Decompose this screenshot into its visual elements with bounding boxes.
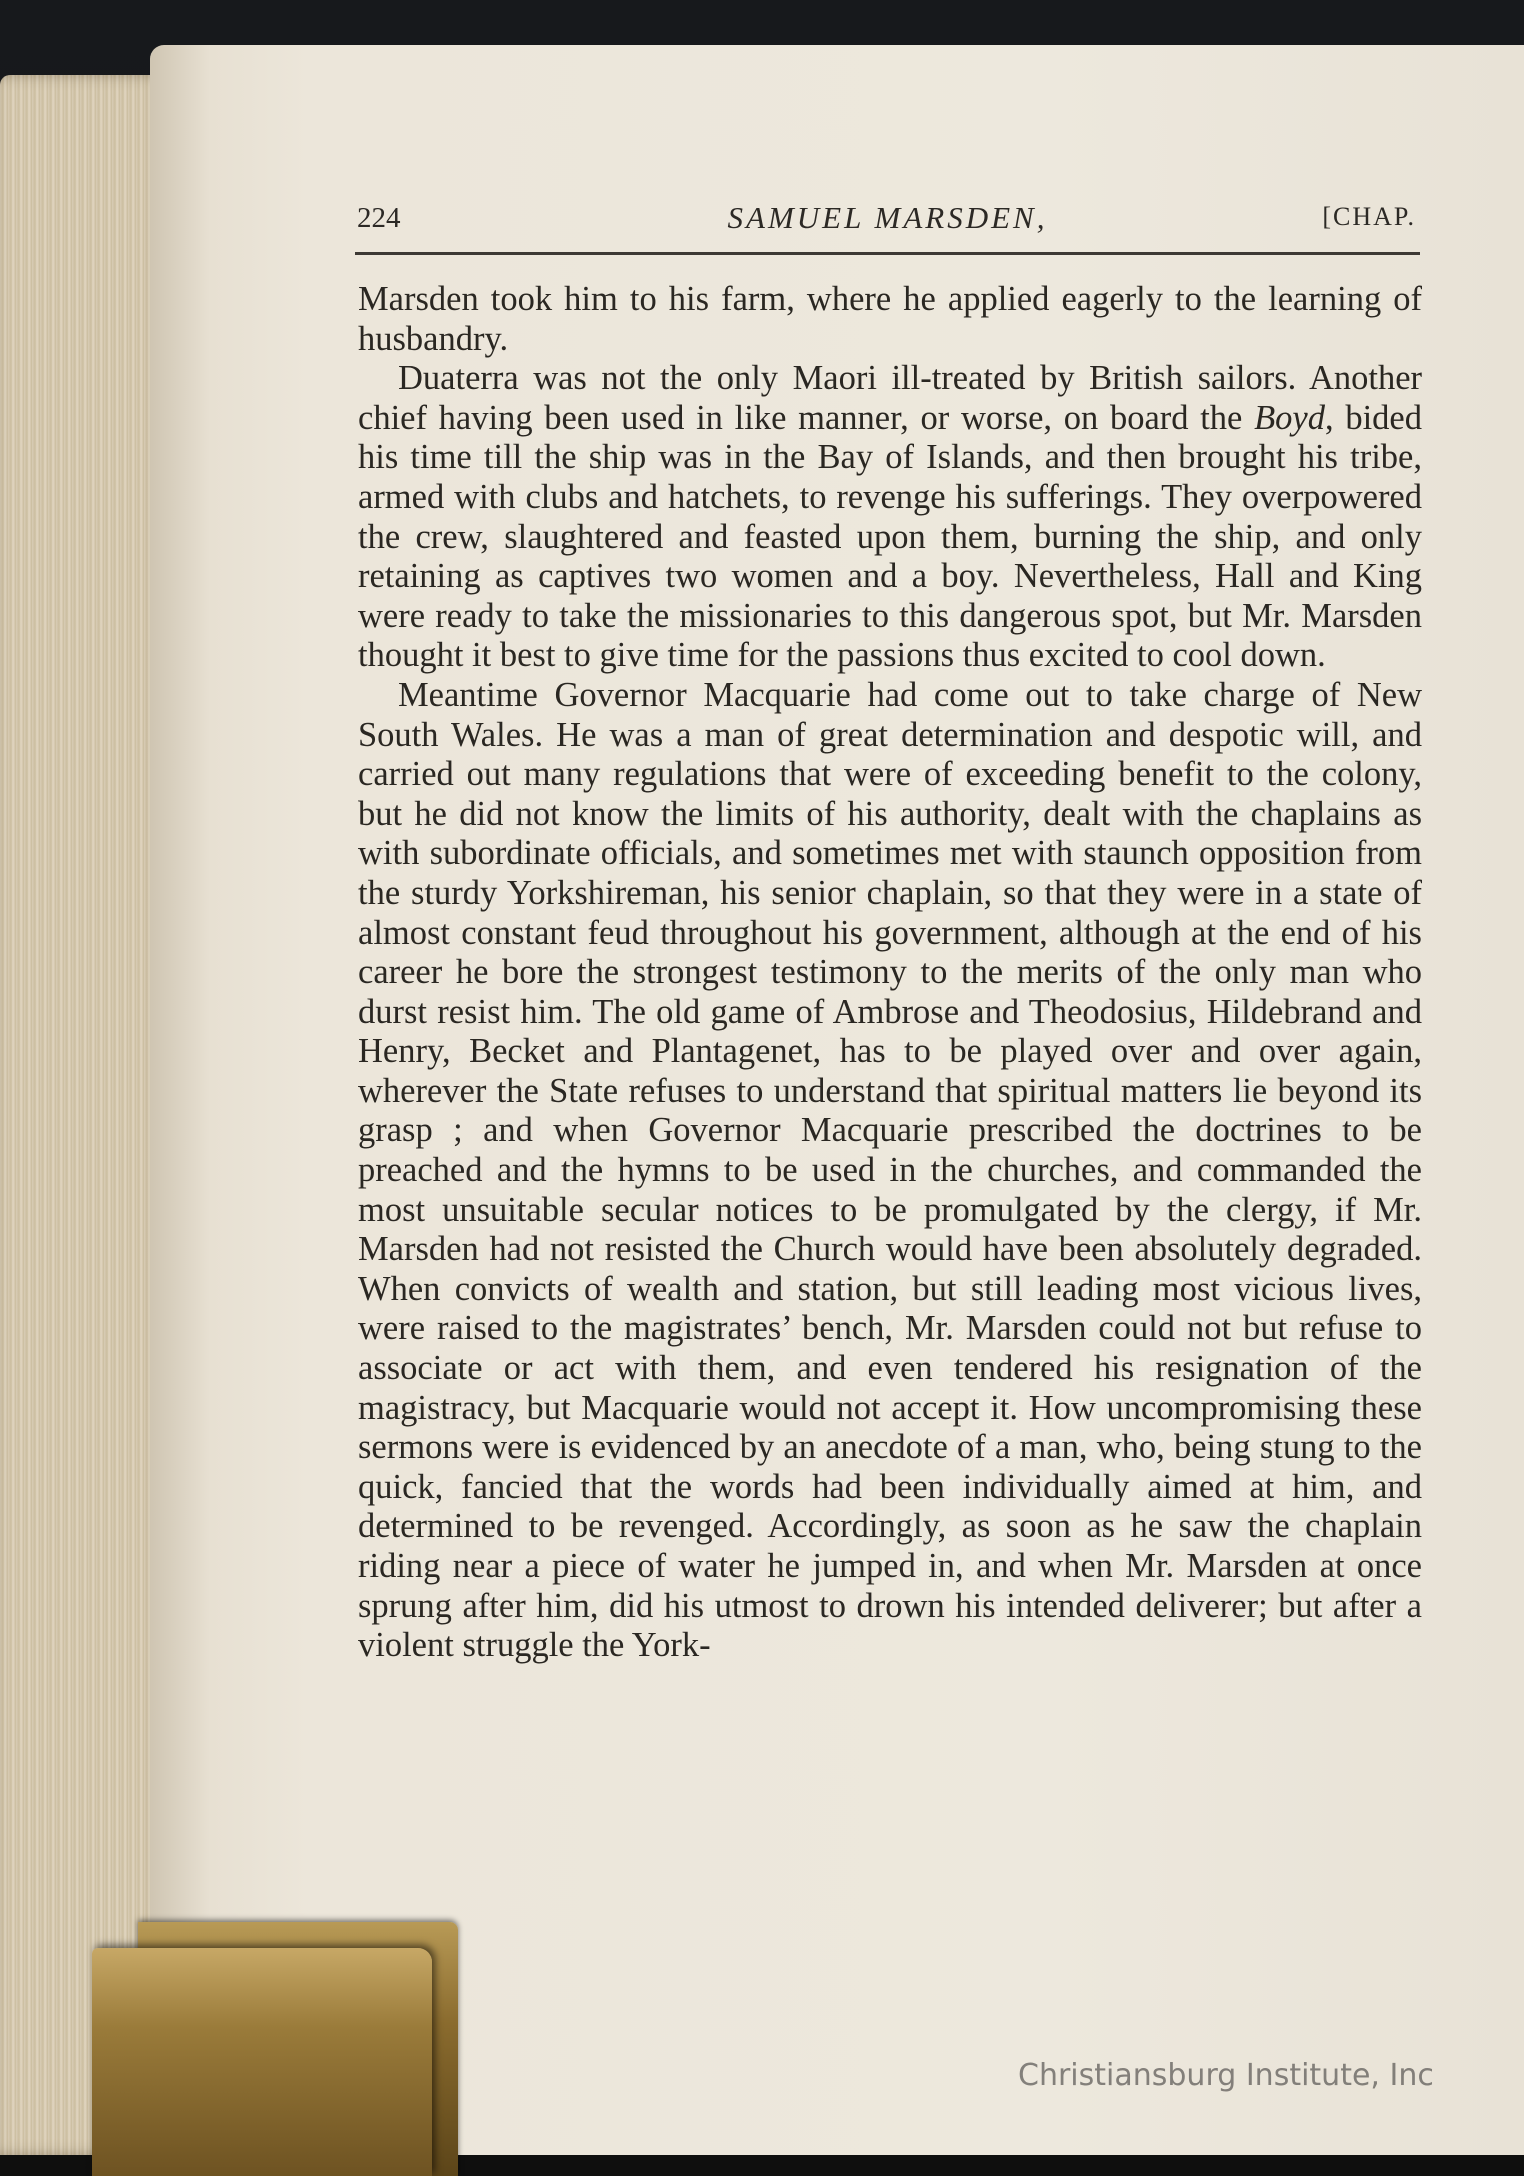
- chapter-mark: [CHAP.: [1322, 202, 1416, 231]
- page-edges: [0, 75, 165, 2155]
- running-head: [355, 200, 1420, 255]
- paragraph-3: Meantime Governor Macquarie had come out to take charge of New South Wales. He was a man of great determination and despotic will, and carried out many regulations that were of exceeding benefit to the colony, but he did not know the limits of his authority, dealt with the chaplains as with subordinate officials, and sometimes met with staunch opposition from the sturdy Yorkshireman, his senior chaplain, so that they were in a state of almost constant feud throughout his government, although at the end of his career he bore the strongest testimony to the merits of the only man who durst resist him. The old game of Ambrose and Theodosius, Hildebrand and Henry, Becket and Plantagenet, has to be played over and over again, wherever the State refuses to understand that spiritual matters lie beyond its grasp ; and when Governor Macquarie prescribed the doctrines to be preached and the hymns to be used in the churches, and commanded the most unsuitable secular notices to be promulgated by the clergy, if Mr. Marsden had not resisted the Church would have been absolutely degraded. When convicts of wealth and station, but still leading most vicious lives, were raised to the magistrates’ bench, Mr. Marsden could not but refuse to associate or act with them, and even tendered his resignation of the magistracy, but Macquarie would not accept it. How uncompromising these sermons were is evidenced by an anecdote of a man, who, being stung to the quick, fancied that the words had been individually aimed at him, and determined to be revenged. Accordingly, as soon as he saw the chaplain riding near a piece of water he jumped in, and when Mr. Marsden at once sprung after him, did his utmost to drown his intended deliverer; but after a violent struggle the York-: [358, 675, 1422, 1665]
- paragraph-2-start: Duaterra was not the only Maori ill-treated by British sailors. Another chief having been used in like manner, or worse, on board the: [358, 359, 1422, 437]
- paragraph-2-end: , bided his time till the ship was in the Bay of Islands, and then brought his tribe, armed with clubs and hatchets, to revenge his sufferings. They overpowered the crew, slaughtered and feasted upon them, burning the ship, and only retaining as captives two women and a boy. Nevertheless, Hall and King were ready to take the missionaries to this dangerous spot, but Mr. Marsden thought it best to give time for the passions thus excited to cool down.: [358, 398, 1422, 675]
- gilt-book-block-front: [92, 1948, 432, 2176]
- body-text: [358, 280, 1422, 1666]
- page-number: 224: [357, 202, 401, 234]
- ship-name: Boyd: [1254, 398, 1325, 437]
- watermark: Christiansburg Institute, Inc: [1018, 2058, 1434, 2093]
- paragraph-2: [358, 359, 1422, 676]
- running-title: SAMUEL MARSDEN,: [727, 200, 1048, 235]
- paragraph-1: Marsden took him to his farm, where he applied eagerly to the learning of husbandry.: [358, 280, 1422, 358]
